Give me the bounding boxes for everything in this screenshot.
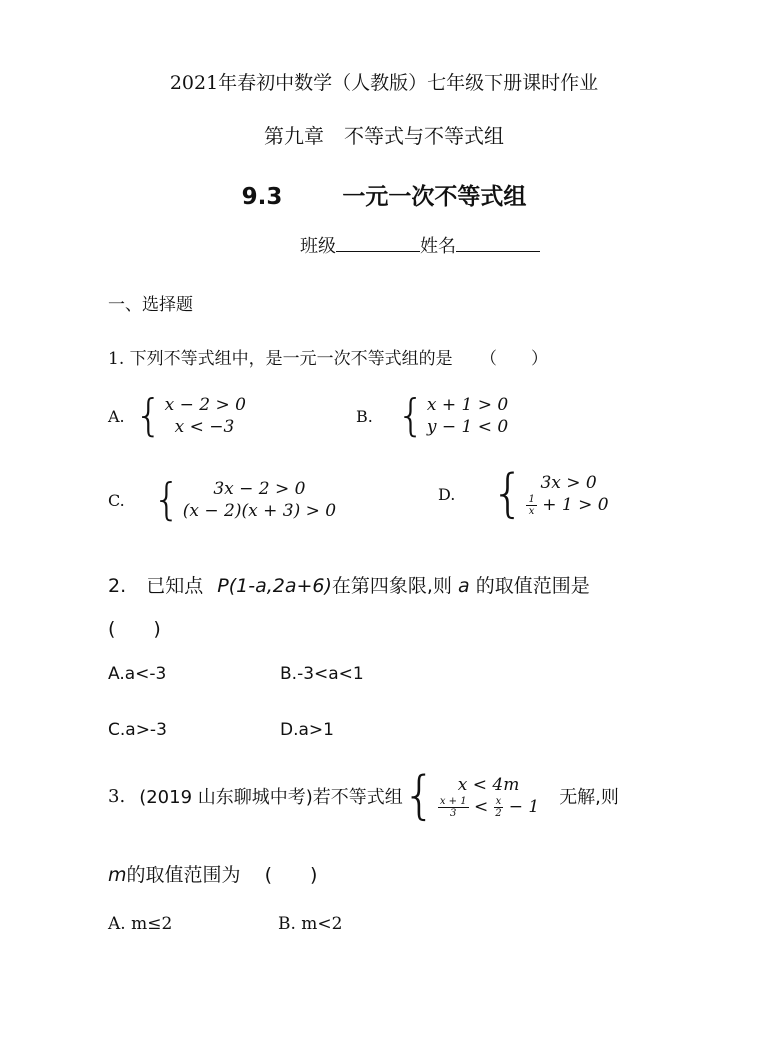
- q3-frac1-den: 3: [450, 807, 457, 819]
- q3-stem-line-2: [108, 860, 317, 887]
- q3-number: 3.: [108, 785, 126, 807]
- q1-b-line-1: x + 1 > 0: [426, 395, 509, 415]
- q1-option-a[interactable]: [108, 390, 246, 441]
- q3-minus-one: − 1: [508, 796, 540, 817]
- q2-answer-paren: ( ): [108, 618, 161, 640]
- q3-option-a[interactable]: A. m≤2: [108, 914, 173, 934]
- q3-fraction-1: [438, 796, 469, 819]
- question-3-stem: [108, 766, 619, 826]
- left-brace-icon: {: [134, 390, 163, 441]
- q1-option-c-system: [183, 478, 336, 522]
- q1-d-line-2-rest: + 1 > 0: [542, 494, 609, 515]
- q1-a-line-1: x − 2 > 0: [164, 395, 246, 415]
- class-blank[interactable]: [336, 235, 420, 252]
- q1-option-c-label: C.: [108, 490, 125, 510]
- q1-option-d-system: [526, 472, 608, 517]
- left-brace-icon: {: [152, 474, 181, 525]
- question-2-stem: [108, 571, 590, 598]
- q1-option-d-label: D.: [438, 484, 456, 504]
- q1-d-fraction: [526, 494, 536, 517]
- q1-answer-paren: （ ）: [480, 349, 549, 369]
- q1-stem-text: 1. 下列不等式组中，是一元一次不等式组的是: [108, 349, 453, 369]
- q3-line-2: [438, 796, 539, 819]
- q3-line-1: x < 4m: [457, 774, 520, 795]
- class-label: 班级: [300, 236, 336, 257]
- q2-option-c[interactable]: C.a>-3: [108, 720, 167, 740]
- q2-var: a: [458, 575, 470, 597]
- q1-option-d[interactable]: [438, 464, 609, 524]
- q3-option-b[interactable]: B. m<2: [278, 914, 343, 934]
- q3-fraction-2: [494, 796, 504, 819]
- q1-c-line-1: 3x − 2 > 0: [213, 479, 306, 499]
- left-brace-icon: {: [402, 766, 436, 826]
- name-blank[interactable]: [456, 235, 540, 252]
- q2-option-a[interactable]: A.a<-3: [108, 664, 167, 684]
- section-number: 9.3: [241, 184, 283, 210]
- q2-stem-b: 在第四象限,则: [331, 575, 452, 597]
- q1-d-frac-num: 1: [528, 493, 535, 505]
- q3-frac2-den: 2: [495, 807, 502, 819]
- q1-d-line-1: 3x > 0: [540, 472, 597, 493]
- q1-d-frac-den: x: [528, 505, 535, 517]
- q3-frac1-num: x + 1: [439, 795, 467, 807]
- q3-stem-b: 无解,则: [559, 787, 619, 808]
- q3-less-than: <: [474, 796, 489, 817]
- left-brace-icon: {: [396, 390, 425, 441]
- q3-stem-c: 的取值范围为: [126, 864, 241, 886]
- section-name: 一元一次不等式组: [342, 184, 527, 210]
- q3-frac2-num: x: [495, 795, 502, 807]
- name-label: 姓名: [420, 236, 456, 257]
- q1-option-c[interactable]: [108, 474, 337, 525]
- document-title: 2021年春初中数学（人教版）七年级下册课时作业: [169, 72, 599, 94]
- q2-stem-a: 已知点: [146, 575, 204, 597]
- question-1-stem: [108, 344, 548, 369]
- q3-stem-a: (2019 山东聊城中考)若不等式组: [139, 787, 403, 808]
- q2-stem-c: 的取值范围是: [475, 575, 590, 597]
- q3-system: [438, 774, 539, 819]
- q1-option-a-system: [165, 394, 246, 438]
- q1-b-line-2: y − 1 < 0: [426, 417, 509, 437]
- q1-a-line-2: x < −3: [174, 417, 235, 437]
- q3-var: m: [108, 864, 127, 886]
- q3-answer-paren: ( ): [264, 864, 318, 886]
- q2-option-d[interactable]: D.a>1: [280, 720, 334, 740]
- q2-number: 2.: [108, 575, 127, 597]
- q1-option-b-label: B.: [356, 406, 373, 426]
- q1-option-b-system: [427, 394, 508, 438]
- q1-c-line-2: (x − 2)(x + 3) > 0: [182, 501, 337, 521]
- q1-option-a-label: A.: [108, 406, 125, 426]
- section-title: [0, 178, 768, 211]
- part-title: 一、选择题: [108, 295, 193, 315]
- q1-d-line-2: [526, 494, 608, 517]
- q1-option-b[interactable]: [356, 390, 509, 441]
- q2-point: P(1-a,2a+6): [217, 575, 332, 597]
- left-brace-icon: {: [491, 464, 525, 524]
- class-name-line: [300, 232, 540, 258]
- q2-option-b[interactable]: B.-3<a<1: [280, 664, 364, 684]
- chapter-title: 第九章 不等式与不等式组: [264, 124, 504, 148]
